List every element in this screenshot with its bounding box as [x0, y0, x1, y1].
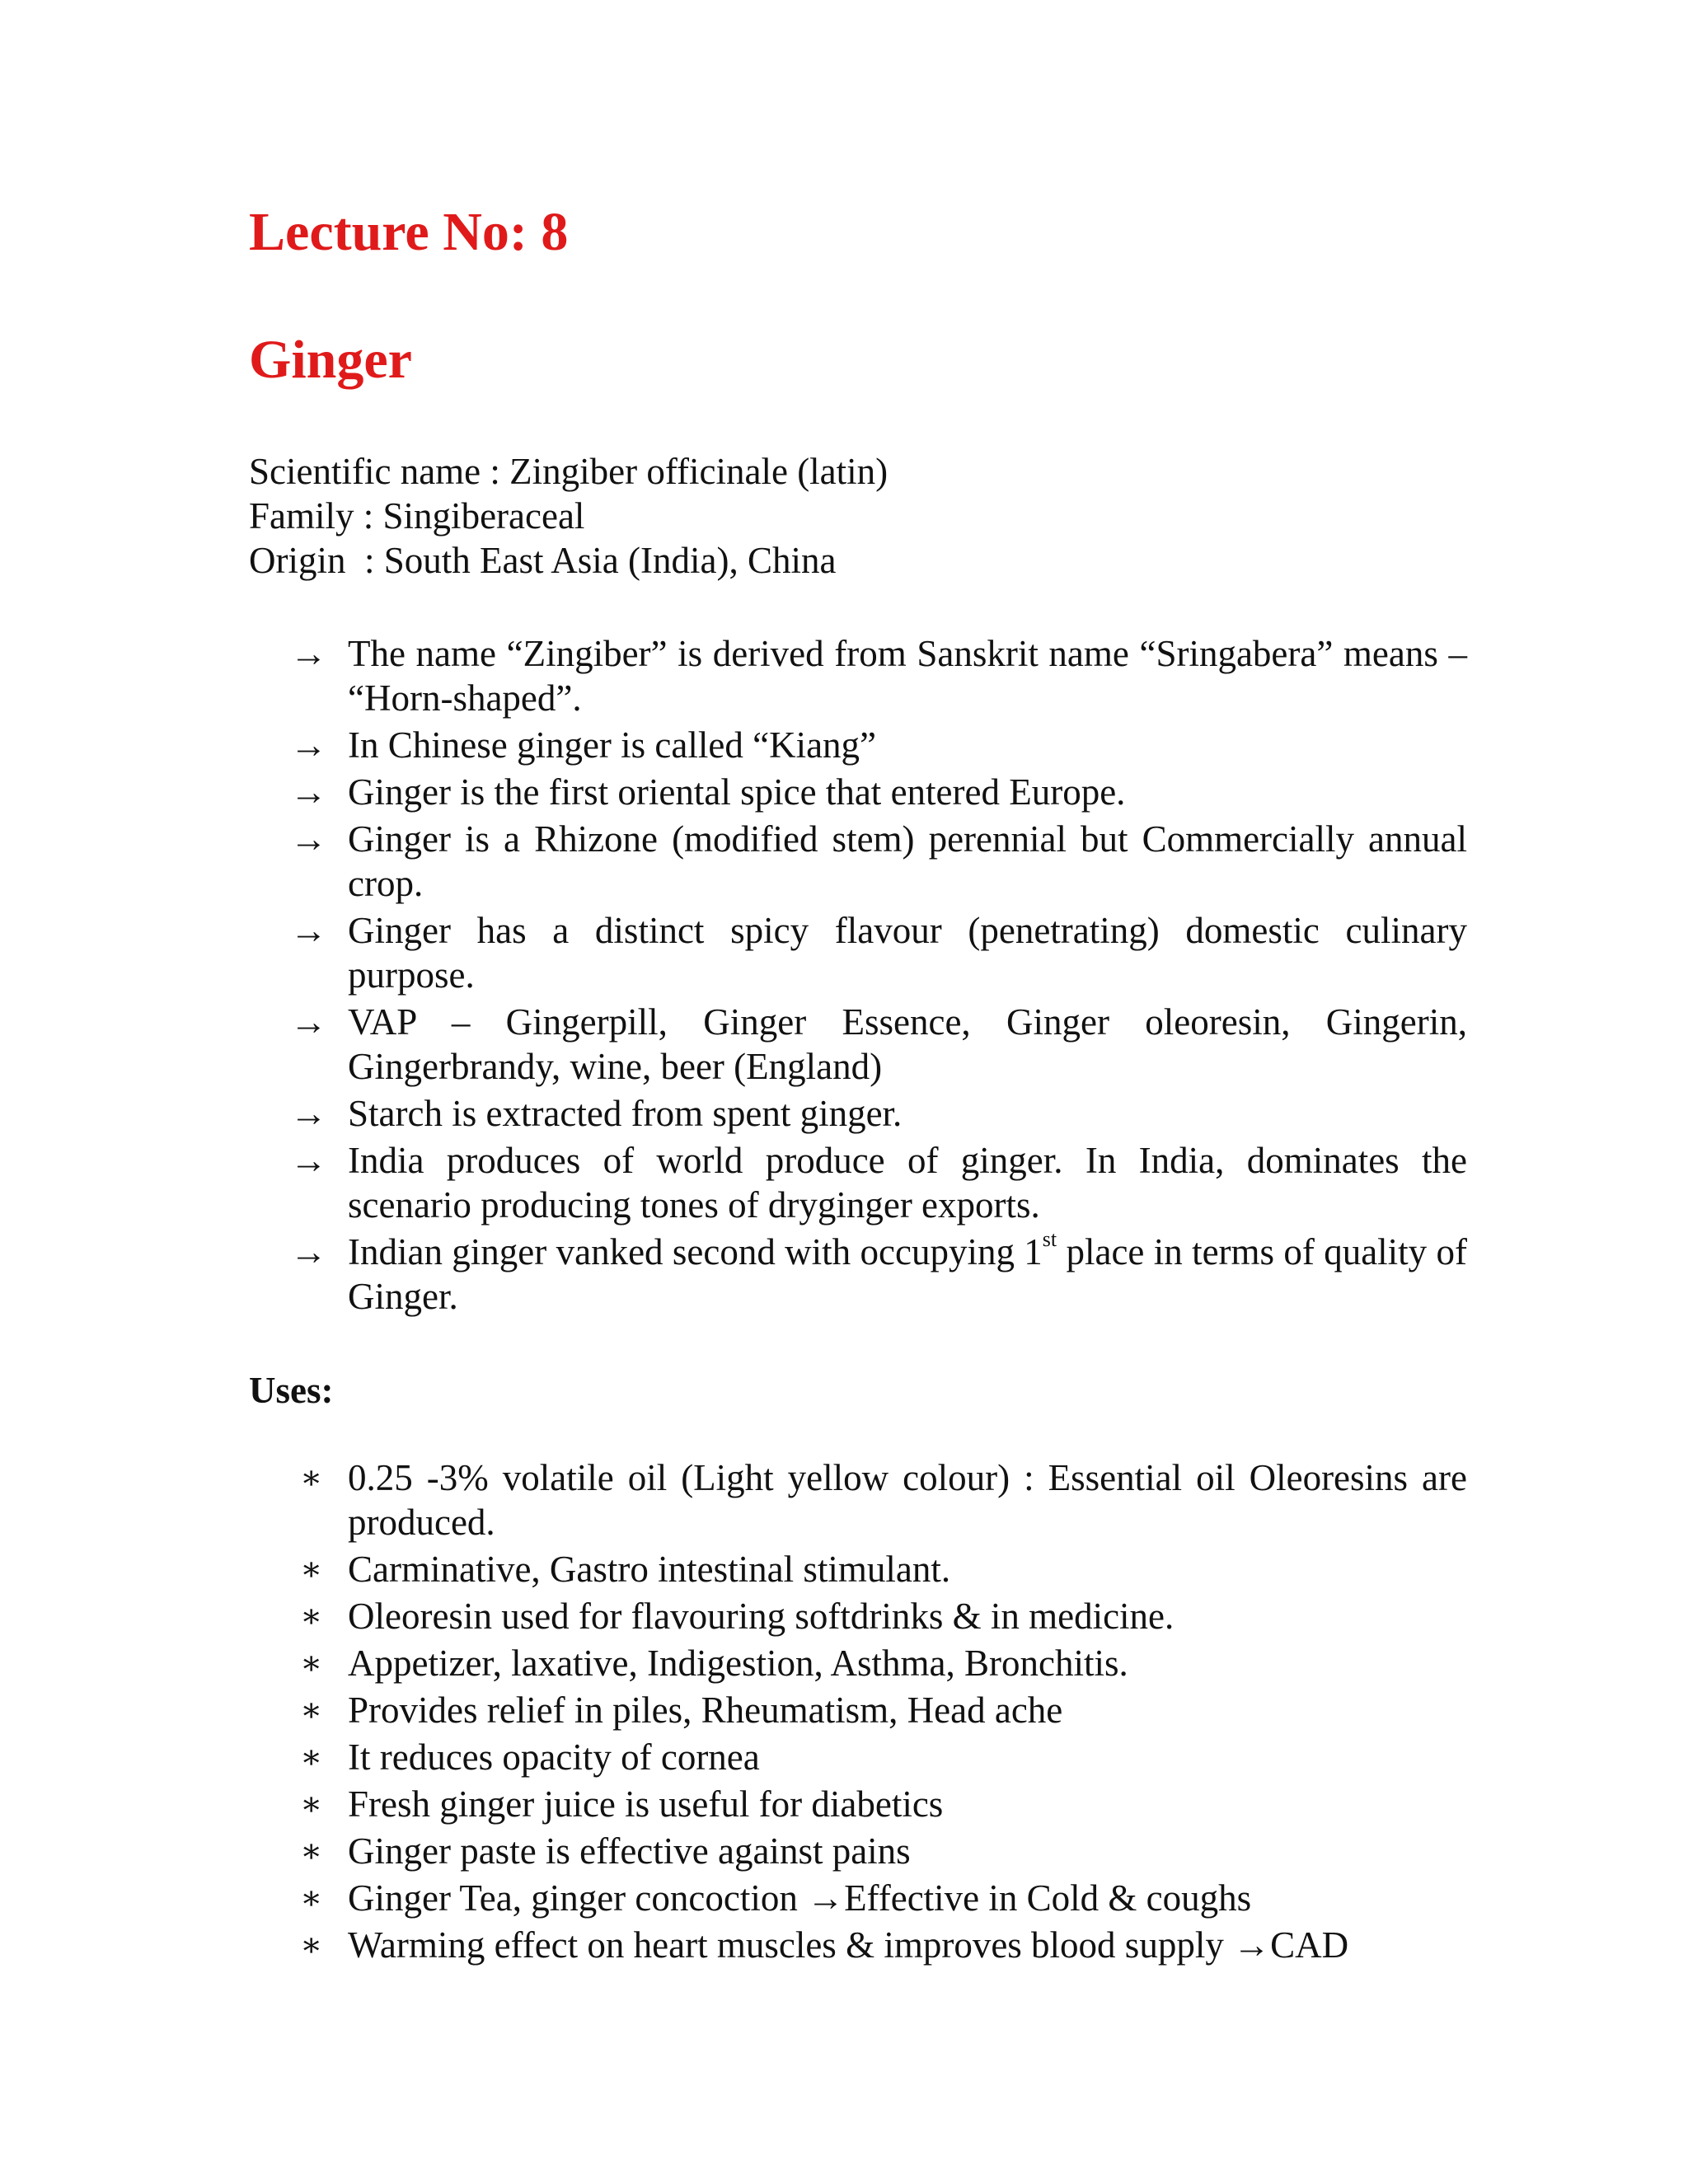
arrow-bullet-icon: → [290, 818, 327, 860]
family-line [249, 494, 888, 538]
use-text: 0.25 -3% volatile oil (Light yellow colour) : Essential oil Oleoresins are produced. [348, 1457, 1467, 1543]
meta-value: Singiberaceal [382, 495, 585, 537]
use-text: Ginger paste is effective against pains [348, 1830, 911, 1872]
list-item [290, 1547, 1467, 1591]
arrow-bullet-icon: → [290, 1001, 327, 1043]
plant-info [249, 449, 888, 583]
use-text: Ginger Tea, ginger concoction →Effective in Cold & coughs [348, 1877, 1252, 1919]
arrow-bullet-icon: → [290, 1140, 327, 1181]
asterisk-bullet-icon: ∗ [300, 1691, 323, 1728]
list-item [290, 1138, 1467, 1227]
use-text: Warming effect on heart muscles & improves blood supply →CAD [348, 1924, 1349, 1966]
fact-text-part: place in terms of quality of Ginger. [348, 1231, 1467, 1317]
origin-line [249, 538, 888, 583]
use-text: Carminative, Gastro intestinal stimulant. [348, 1549, 951, 1590]
fact-text: Ginger is a Rhizone (modified stem) perennial but Commercially annual crop. [348, 818, 1467, 904]
arrow-bullet-icon: → [290, 724, 327, 766]
uses-list [290, 1455, 1467, 1970]
arrow-bullet-icon: → [290, 633, 327, 674]
use-text: Appetizer, laxative, Indigestion, Asthma, Bronchitis. [348, 1643, 1128, 1684]
list-item [290, 1091, 1467, 1136]
list-item [290, 770, 1467, 814]
meta-value: Zingiber officinale (latin) [509, 451, 889, 492]
arrow-bullet-icon: → [290, 910, 327, 951]
arrow-bullet-icon: → [290, 771, 327, 813]
list-item [290, 1641, 1467, 1685]
topic-title: Ginger [249, 330, 412, 390]
facts-list [290, 631, 1467, 1321]
asterisk-bullet-icon: ∗ [300, 1644, 323, 1681]
asterisk-bullet-icon: ∗ [300, 1550, 323, 1587]
scientific-name-line [249, 449, 888, 494]
uses-heading: Uses: [249, 1370, 334, 1411]
fact-text: Starch is extracted from spent ginger. [348, 1093, 903, 1134]
fact-text: Ginger has a distinct spicy flavour (penetrating) domestic culinary purpose. [348, 910, 1467, 996]
list-item [290, 908, 1467, 997]
list-item [290, 817, 1467, 906]
use-text: Oleoresin used for flavouring softdrinks & in medicine. [348, 1596, 1175, 1637]
asterisk-bullet-icon: ∗ [300, 1597, 323, 1634]
lecture-title: Lecture No: 8 [249, 202, 569, 262]
asterisk-bullet-icon: ∗ [300, 1926, 323, 1963]
use-text: It reduces opacity of cornea [348, 1736, 760, 1778]
list-item [290, 1000, 1467, 1089]
fact-text: India produces of world produce of ginger. In India, dominates the scenario producing tones of dryginger exports. [348, 1140, 1467, 1226]
asterisk-bullet-icon: ∗ [300, 1879, 323, 1916]
fact-text: In Chinese ginger is called “Kiang” [348, 724, 877, 766]
fact-text [348, 1227, 1467, 1319]
list-item [290, 1227, 1467, 1319]
fact-text: The name “Zingiber” is derived from Sanskrit name “Sringabera” means – “Horn-shaped”. [348, 633, 1467, 719]
use-text: Fresh ginger juice is useful for diabetics [348, 1783, 944, 1825]
list-item [290, 1782, 1467, 1826]
list-item [290, 1594, 1467, 1638]
list-item [290, 1455, 1467, 1544]
meta-separator: : [481, 451, 510, 492]
use-text: Provides relief in piles, Rheumatism, Head ache [348, 1690, 1063, 1731]
list-item [290, 1923, 1467, 1967]
list-item [290, 1829, 1467, 1873]
fact-text-part: Indian ginger vanked second with occupying 1 [348, 1231, 1043, 1272]
list-item [290, 1735, 1467, 1779]
list-item [290, 631, 1467, 720]
meta-label: Family [249, 495, 354, 537]
list-item [290, 1876, 1467, 1920]
asterisk-bullet-icon: ∗ [300, 1738, 323, 1775]
meta-separator: : [345, 540, 384, 581]
asterisk-bullet-icon: ∗ [300, 1832, 323, 1869]
asterisk-bullet-icon: ∗ [300, 1785, 323, 1822]
fact-text: Ginger is the first oriental spice that entered Europe. [348, 771, 1126, 813]
ordinal-suffix: st [1042, 1227, 1057, 1251]
list-item [290, 1688, 1467, 1732]
meta-label: Scientific name [249, 451, 481, 492]
arrow-bullet-icon: → [290, 1231, 327, 1272]
meta-value: South East Asia (India), China [383, 540, 837, 581]
fact-text: VAP – Gingerpill, Ginger Essence, Ginger oleoresin, Gingerin, Gingerbrandy, wine, beer (England) [348, 1001, 1467, 1087]
asterisk-bullet-icon: ∗ [300, 1459, 323, 1496]
meta-label: Origin [249, 540, 346, 581]
list-item [290, 723, 1467, 767]
arrow-bullet-icon: → [290, 1093, 327, 1134]
meta-separator: : [354, 495, 383, 537]
